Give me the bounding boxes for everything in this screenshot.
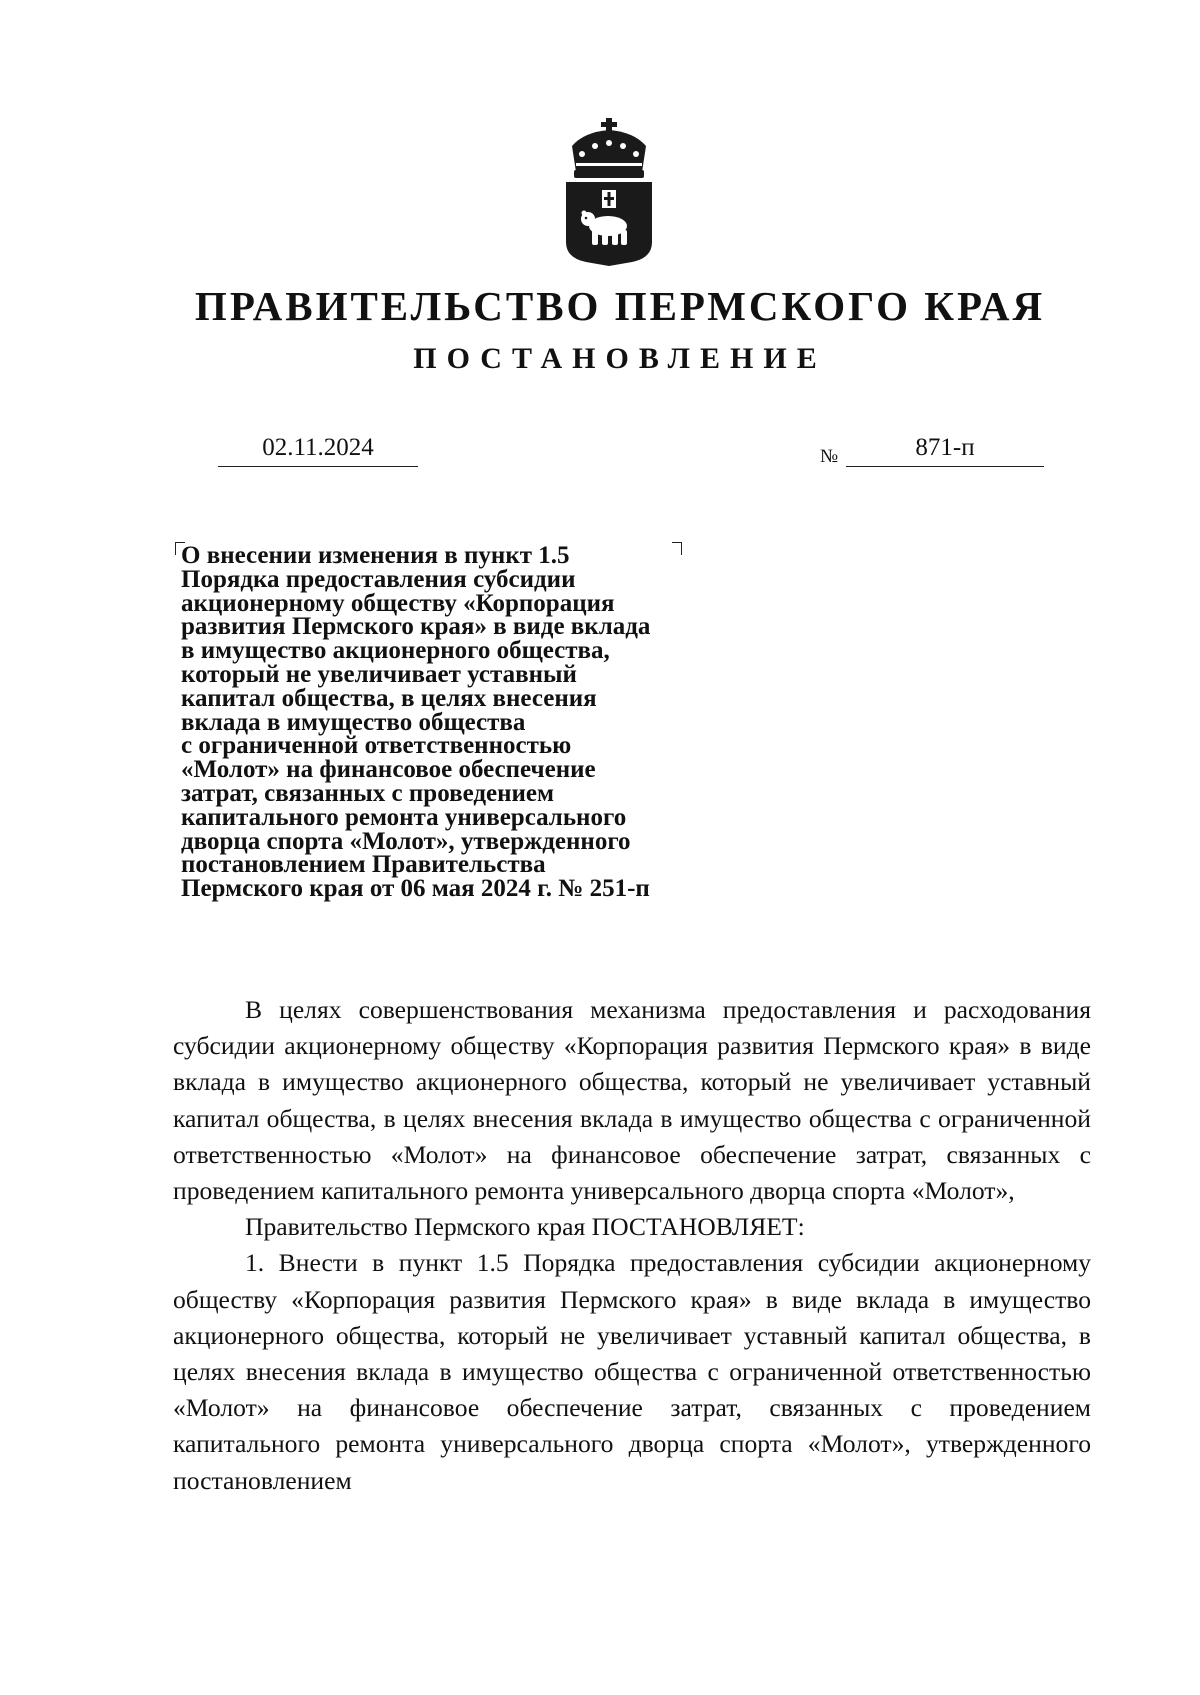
item-1-paragraph: 1. Внести в пункт 1.5 Порядка предоставления субсидии акционерному обществу «Корпорация развития Пермского края» в виде вклада в имущество акционерного общества, который не увеличивает уставный капитал общества, в целях внесения вклада в имущество общества с ограниченной ответственностью «Молот» на финансовое обеспечение затрат, связанных с проведением капитального ремонта универсального дворца спорта «Молот», утвержденного постановлением — [173, 1248, 1091, 1495]
preamble-paragraph: В целях совершенствования механизма предоставления и расходования субсидии акционерному обществу «Корпорация развития Пермского края» в виде вклада в имущество акционерного общества, который не увеличивает уставный капитал общества, в целях внесения вклада в имущество общества с ограниченной ответственностью «Молот» на финансовое обеспечение затрат, связанных с проведением капитального ремонта универсального дворца спорта «Молот», — [173, 995, 1091, 1206]
document-type: ПОСТАНОВЛЕНИЕ — [413, 342, 827, 375]
number-sign: № — [820, 446, 839, 467]
organization-title: ПРАВИТЕЛЬСТВО ПЕРМСКОГО КРАЯ — [194, 283, 1046, 329]
coat-of-arms-emblem — [562, 116, 656, 268]
document-date: 02.11.2024 — [218, 430, 418, 467]
document-body — [173, 992, 1091, 1499]
resolves-paragraph: Правительство Пермского края ПОСТАНОВЛЯЕТ: — [245, 1212, 805, 1242]
document-number: 871-п — [846, 430, 1044, 467]
document-subject: О внесении изменения в пункт 1.5 Порядка предоставления субсидии акционерному обществу «Корпорация развития Пермского края» в виде вклада в имущество акционерного общества, который не увеличивает уставный капитал общества, в целях внесения вклада в имущество общества с ограниченной ответственностью «Молот» на финансовое обеспечение затрат, связанных с проведением капитального ремонта универсального дворца спорта «Молот», утвержденного постановлением Правительства Пермского края от 06 мая 2024 г. № 251-п — [181, 542, 651, 903]
